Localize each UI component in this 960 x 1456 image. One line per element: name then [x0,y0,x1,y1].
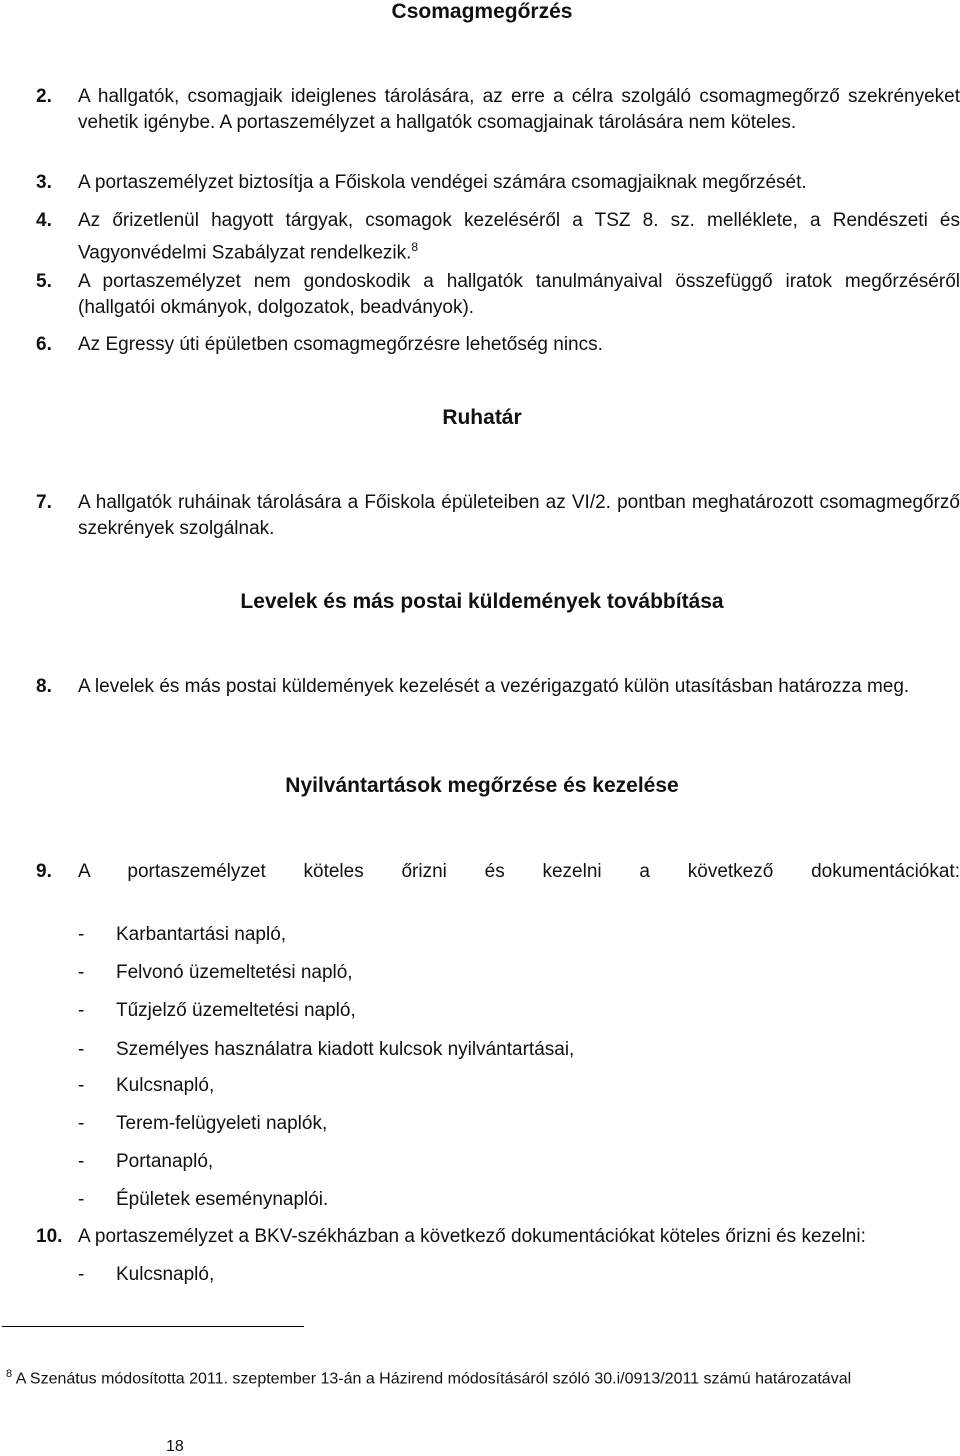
item-number: 5. [36,271,52,292]
list-dash: - [78,1189,85,1210]
footnote-mark: 8 [6,1368,13,1380]
item-text: A levelek és más postai küldemények kezelését a vezérigazgató külön utasításban határozza meg. [78,676,910,697]
item-text: A portaszemélyzet biztosítja a Főiskola vendégei számára csomagjaiknak megőrzését. [78,172,807,193]
item-number: 10. [36,1226,63,1247]
list-dash: - [78,1151,85,1172]
list-dash: - [78,1075,85,1096]
item-text: A portaszemélyzet nem gondoskodik a hallgatók tanulmányaival összefüggő iratok megőrzéséről (hallgatói okmányok, dolgozatok, beadványok). [78,271,960,318]
footnote-separator [2,1326,304,1327]
item-number: 3. [36,172,52,193]
section-title-mail: Levelek és más postai küldemények továbbítása [240,590,724,613]
item-text: A portaszemélyzet köteles őrizni és kezelni a következő dokumentációkat: [78,861,960,882]
item-paragraph [78,208,960,266]
list-dash: - [78,1113,85,1134]
section-title-records: Nyilvántartások megőrzése és kezelése [285,774,679,797]
list-item: Karbantartási napló, [116,924,287,945]
item-number: 4. [36,210,52,231]
section-title-luggage: Csomagmegőrzés [391,0,573,23]
list-item: Személyes használatra kiadott kulcsok nyilvántartásai, [116,1039,575,1060]
list-dash: - [78,962,85,983]
list-dash: - [78,1000,85,1021]
list-item: Kulcsnapló, [116,1075,215,1096]
item-text: A hallgatók ruháinak tárolására a Főiskola épületeiben az VI/2. pontban meghatározott csomagmegőrző szekrények szolgálnak. [78,492,960,539]
item-text: Az őrizetlenül hagyott tárgyak, csomagok kezeléséről a TSZ 8. sz. melléklete, a Rendészeti és Vagyonvédelmi Szabályzat rendelkezik. [78,210,960,264]
item-text: Az Egressy úti épületben csomagmegőrzésre lehetőség nincs. [78,334,603,355]
list-item: Portanapló, [116,1151,214,1172]
section-title-cloakroom: Ruhatár [442,406,522,429]
item-number: 2. [36,86,52,107]
list-item: Tűzjelző üzemeltetési napló, [116,1000,356,1021]
list-dash: - [78,1039,85,1060]
list-item: Felvonó üzemeltetési napló, [116,962,353,983]
item-number: 6. [36,334,52,355]
list-item: Terem-felügyeleti naplók, [116,1113,328,1134]
item-text: A hallgatók, csomagjaik ideiglenes tárolására, az erre a célra szolgáló csomagmegőrző szekrényeket vehetik igénybe. A portaszemélyzet a hallgatók csomagjainak tárolására nem köteles. [78,86,960,133]
item-number: 8. [36,676,52,697]
list-dash: - [78,924,85,945]
item-text: A portaszemélyzet a BKV-székházban a következő dokumentációkat köteles őrizni és kezelni: [78,1226,866,1247]
item-number: 9. [36,861,52,882]
footnote-text: A Szenátus módosította 2011. szeptember 13-án a Házirend módosításáról szóló 30.i/0913/2011 számú határozatával [15,1370,852,1388]
page-number: 18 [166,1438,184,1455]
item-number: 7. [36,492,52,513]
list-dash: - [78,1264,85,1285]
list-item: Épületek eseménynaplói. [116,1189,329,1210]
footnote [6,1368,851,1388]
list-item: Kulcsnapló, [116,1264,215,1285]
footnote-reference: 8 [411,240,419,254]
